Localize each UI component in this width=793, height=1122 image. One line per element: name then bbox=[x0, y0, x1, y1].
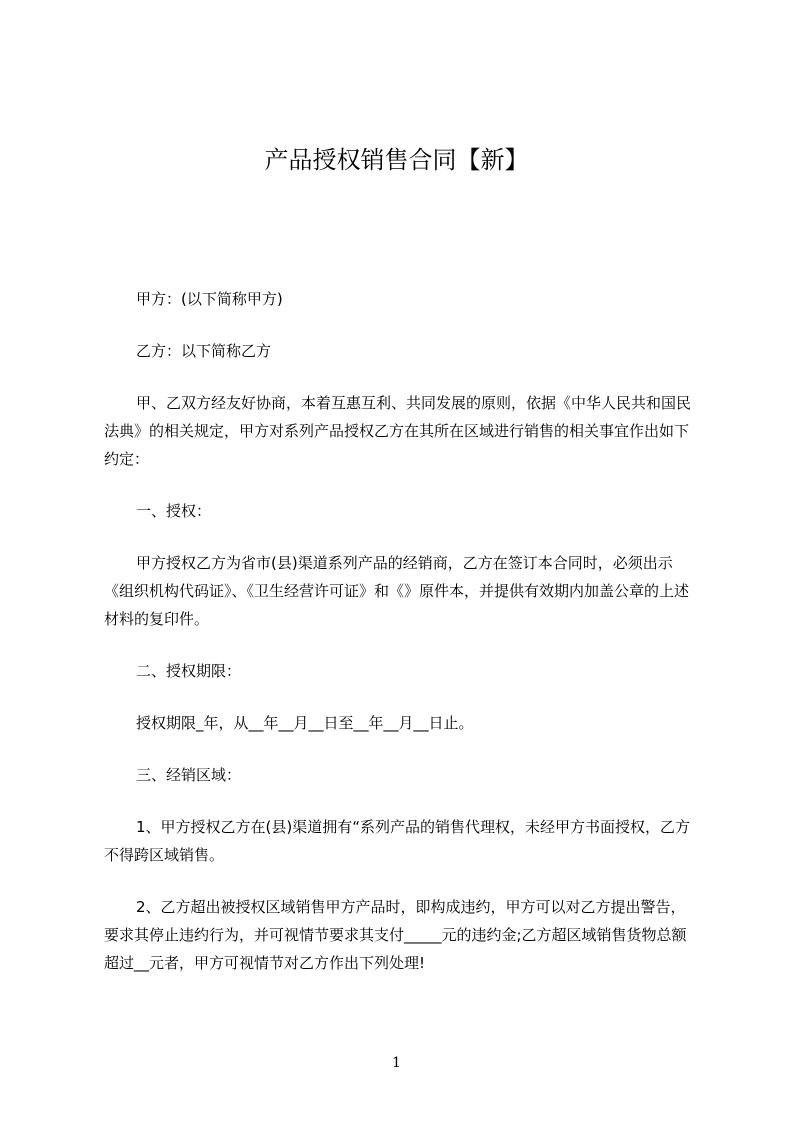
region-clause-1: 1、甲方授权乙方在(县)渠道拥有“系列产品的销售代理权，未经甲方书面授权，乙方不得跨区域销售。 bbox=[104, 818, 691, 864]
document-title: 产品授权销售合同【新】 bbox=[264, 146, 529, 174]
region-clause-2: 2、乙方超出被授权区域销售甲方产品时，即构成违约，甲方可以对乙方提出警告，要求其停止违约行为，并可视情节要求其支付_____元的违约金;乙方超区域销售货物总额超过__元者，甲方可视情节对乙方作出下列处理! bbox=[104, 898, 687, 972]
term-paragraph: 授权期限_年，从__年__月__日至__年__月__日止。 bbox=[136, 714, 474, 732]
party-b-line: 乙方：以下简称乙方 bbox=[136, 342, 272, 360]
document-body bbox=[104, 285, 694, 1001]
preamble-paragraph: 甲、乙双方经友好协商，本着互惠互利、共同发展的原则，依据《中华人民共和国民法典》的相关规定，甲方对系列产品授权乙方在其所在区域进行销售的相关事宜作出如下约定： bbox=[104, 394, 692, 468]
party-a-line: 甲方：(以下简称甲方) bbox=[136, 290, 283, 308]
section-heading-region: 三、经销区域： bbox=[136, 766, 242, 784]
section-heading-term: 二、授权期限： bbox=[136, 662, 242, 680]
section-heading-authorization: 一、授权： bbox=[136, 502, 212, 520]
authorization-paragraph: 甲方授权乙方为省市(县)渠道系列产品的经销商，乙方在签订本合同时，必须出示《组织机构代码证》、《卫生经营许可证》和《》原件本，并提供有效期内加盖公章的上述材料的复印件。 bbox=[104, 554, 690, 628]
page-number: 1 bbox=[392, 1055, 401, 1071]
